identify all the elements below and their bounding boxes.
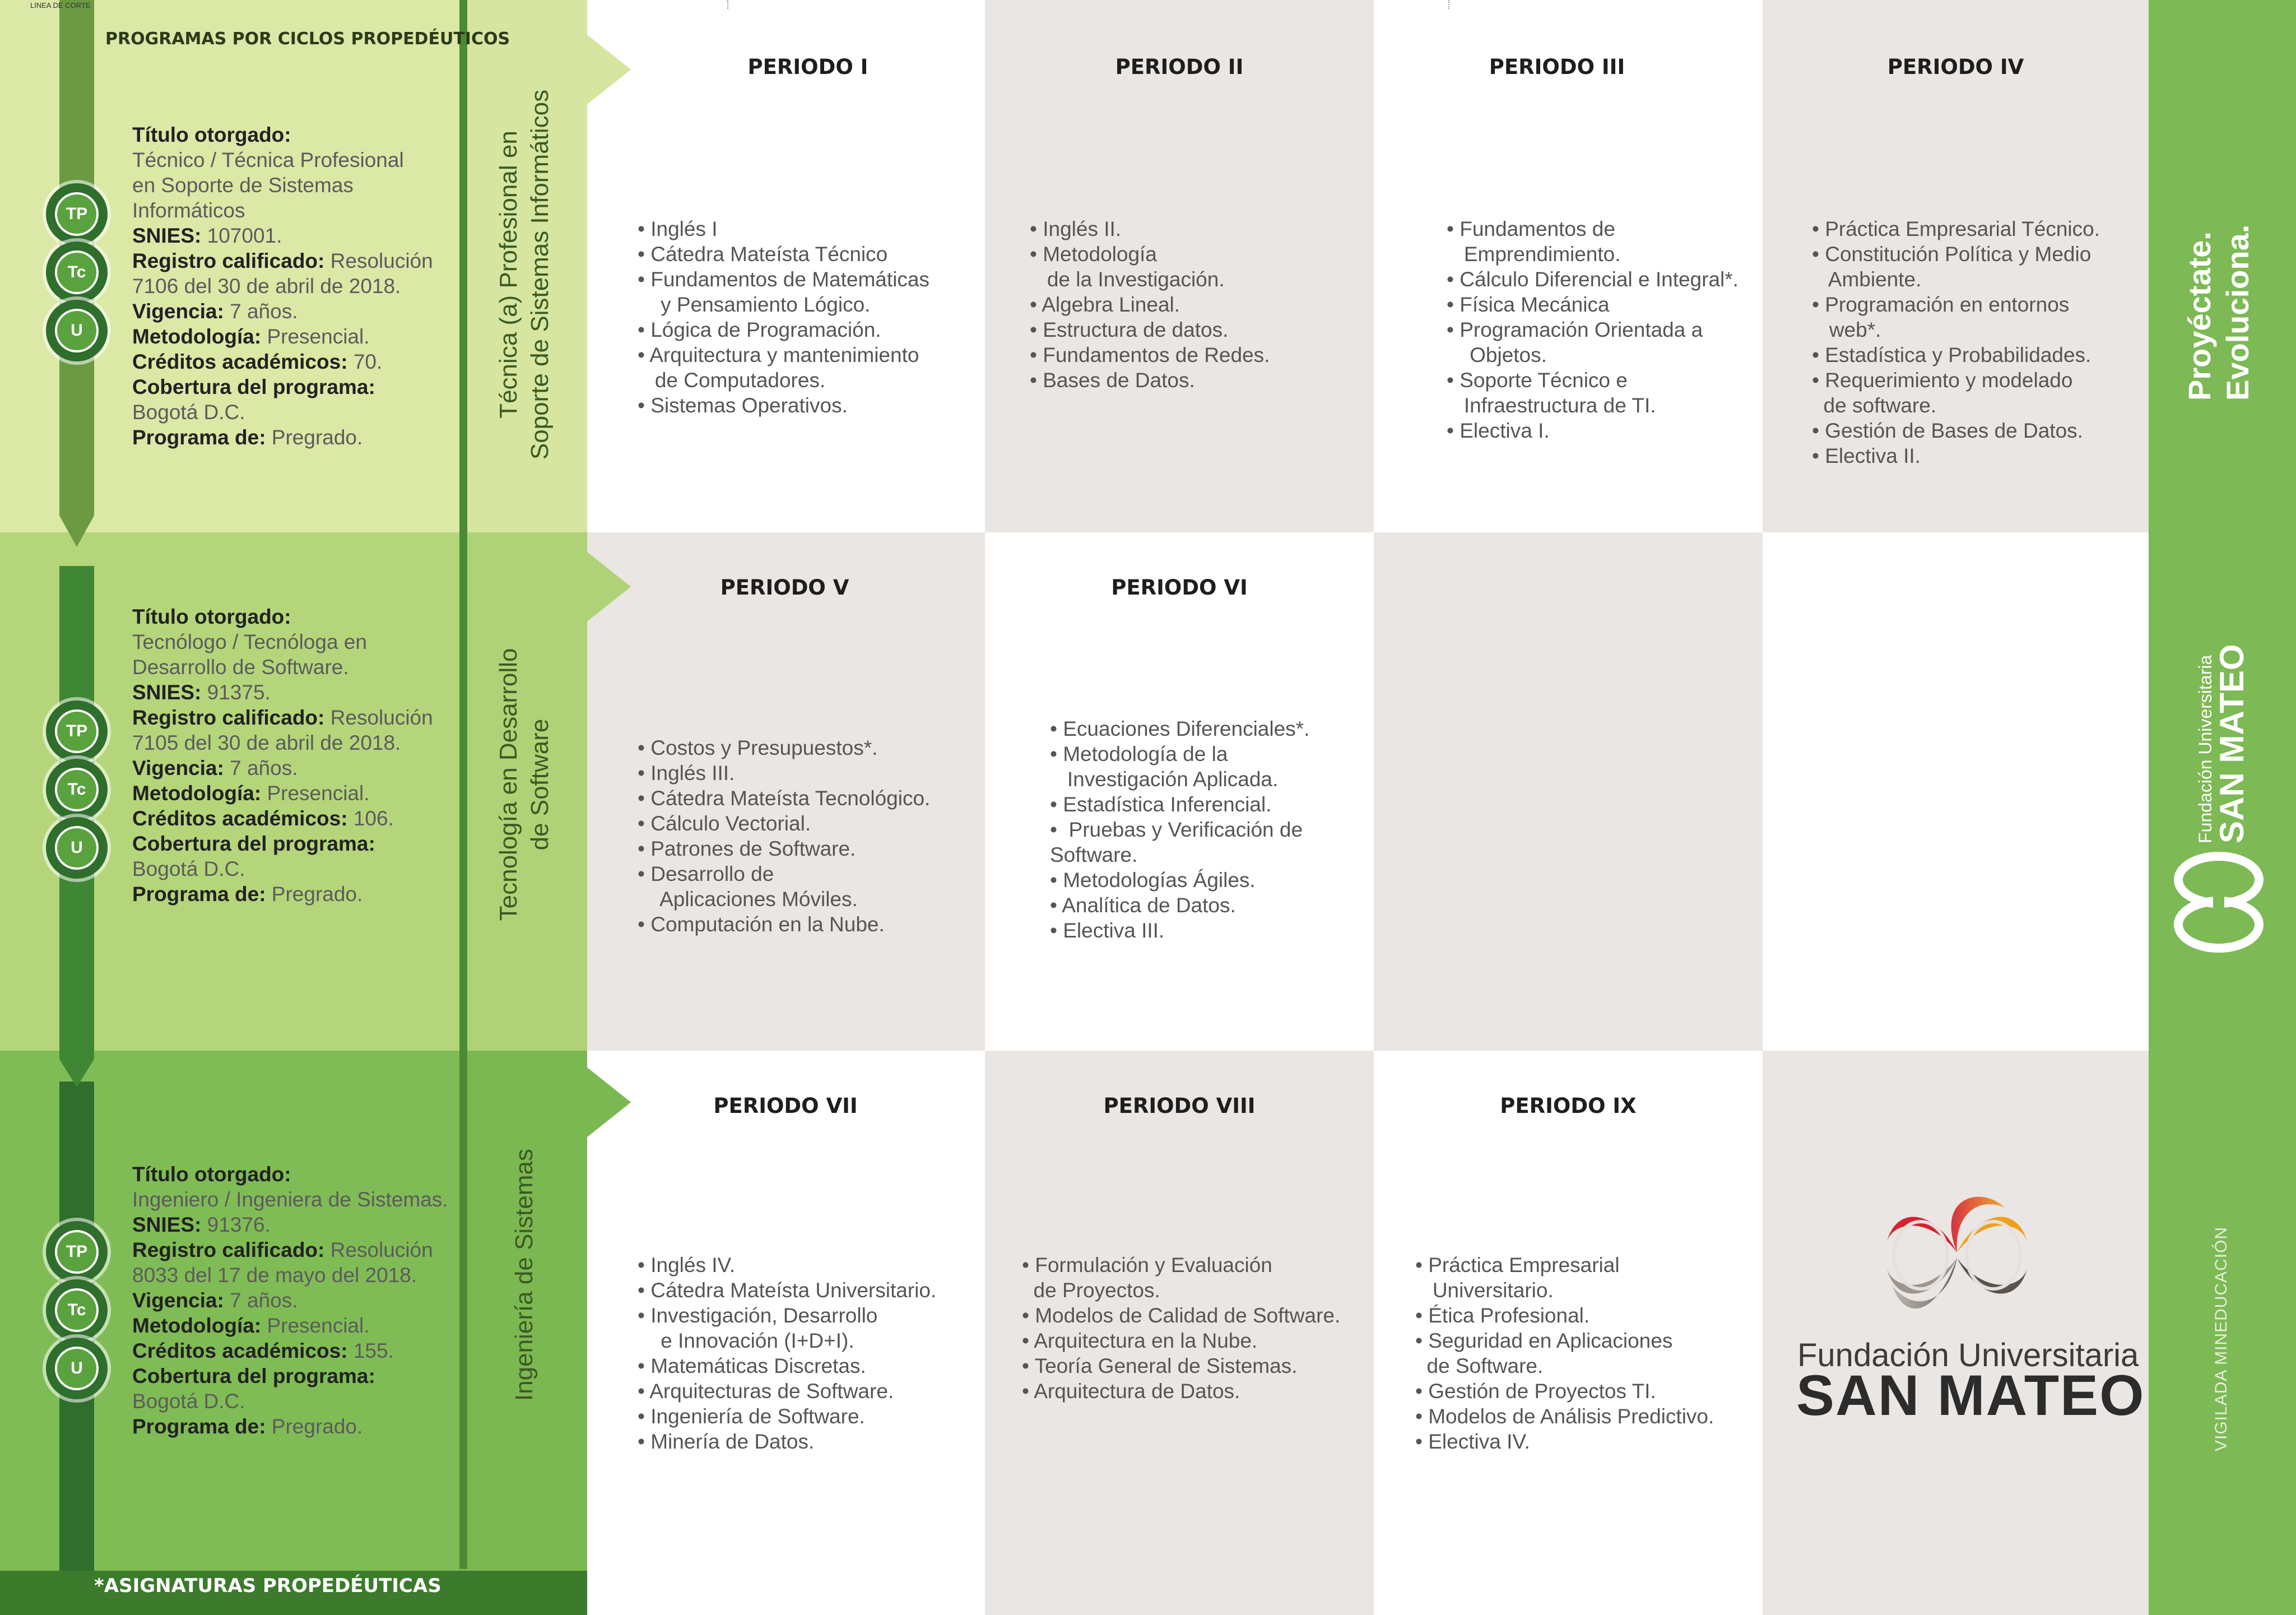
period-title: PERIODO III	[1489, 55, 1625, 79]
program-info-1: Título otorgado: Técnico / Técnica Profesional en Soporte de Sistemas Informáticos SNIES: 107001. Registro calificado: Resolución 7106 del 30 de abril de 2018. Vigencia: 7 años. Metodología: Presencial. Créditos académicos: 70. Cobertura del programa: Bogotá D.C. Programa de: Pregrado.	[132, 123, 433, 449]
brand-name-line-2: SAN MATEO	[1796, 1363, 2145, 1427]
period-title: PERIODO VII	[713, 1094, 858, 1118]
empty-cell-7	[1374, 532, 1763, 1051]
badge-tc-1: Tc	[46, 242, 108, 303]
period-title: PERIODO IX	[1500, 1094, 1637, 1118]
period-title: PERIODO VI	[1111, 576, 1248, 600]
period-subjects: • Costos y Presupuestos*. • Inglés III. • Cátedra Mateísta Tecnológico. • Cálculo Vectorial. • Patrones de Software. • Desarrollo de Aplicaciones Móviles. • Computación en la Nube.	[638, 736, 931, 936]
slogan: Proyéctate. Evoluciona.	[2182, 224, 2255, 401]
side-brand-line-2: SAN MATEO	[2213, 644, 2251, 843]
badge-tp-3: TP	[46, 1221, 108, 1283]
row-arrow-1	[587, 35, 631, 104]
brand-name-line-1: Fundación Universitaria	[1797, 1337, 2139, 1373]
period-title: PERIODO V	[720, 576, 849, 600]
badge-tc-3: Tc	[46, 1279, 108, 1341]
row-arrow-2-overlay	[587, 552, 631, 621]
side-logo-icon	[2173, 852, 2265, 953]
vigilada-text: VIGILADA MINEDUCACIÓN	[2212, 1226, 2230, 1451]
badge-u-3: U	[46, 1338, 108, 1399]
period-title: PERIODO II	[1115, 55, 1244, 79]
program-info-3: Título otorgado: Ingeniero / Ingeniera de Sistemas. SNIES: 91376. Registro calificado: Resolución 8033 del 17 de mayo del 2018. Vigencia: 7 años. Metodología: Presencial. Créditos académicos: 155. Cobertura del programa: Bogotá D.C. Programa de: Pregrado.	[132, 1163, 448, 1438]
timeline-arrow-1	[59, 516, 94, 547]
badge-tp-1: TP	[46, 183, 108, 245]
badge-tc-2: Tc	[46, 759, 108, 820]
period-cell-9	[1374, 1051, 1763, 1615]
timeline-arrow-2	[59, 1059, 94, 1087]
cut-line-mark: LINEA DE CORTE	[30, 1, 91, 10]
row-arrow-3-overlay	[587, 1068, 631, 1137]
period-subjects: • Inglés I • Cátedra Mateísta Técnico • Fundamentos de Matemáticas y Pensamiento Lógico. • Lógica de Programación. • Arquitectura y mantenimiento de Computadores. • Sistemas Operativos.	[638, 217, 929, 417]
period-cell-7	[631, 1051, 985, 1615]
period-subjects: • Práctica Empresarial Universitario. • Ética Profesional. • Seguridad en Aplicaciones de Software. • Gestión de Proyectos TI. • Modelos de Análisis Predictivo. • Electiva IV.	[1415, 1254, 1714, 1453]
period-cell-6	[985, 532, 1374, 1051]
cut-mark-2	[1448, 0, 1449, 9]
program-vertical-title-2: Tecnología en Desarrollo de Software	[495, 648, 554, 921]
period-title: PERIODO IV	[1887, 55, 2024, 79]
side-brand-line-1: Fundación Universitaria	[2195, 655, 2215, 843]
cut-mark-1	[727, 0, 728, 9]
brand-cell	[1763, 1051, 2149, 1615]
period-subjects: • Fundamentos de Emprendimiento. • Cálculo Diferencial e Integral*. • Física Mecánica • Programación Orientada a Objetos. • Soporte Técnico e Infraestructura de TI. • Electiva I.	[1447, 217, 1739, 442]
period-subjects: • Inglés II. • Metodología de la Investigación. • Algebra Lineal. • Estructura de datos. • Fundamentos de Redes. • Bases de Datos.	[1030, 217, 1270, 392]
period-cell-8	[985, 1051, 1374, 1615]
brand-logo-icon	[1881, 1191, 2033, 1325]
period-cell-4	[1763, 0, 2149, 532]
period-title: PERIODO VIII	[1103, 1094, 1256, 1118]
divider-stripe	[459, 0, 467, 1569]
period-cell-2	[985, 0, 1374, 532]
badge-u-2: U	[46, 817, 108, 879]
period-subjects: • Práctica Empresarial Técnico. • Constitución Política y Medio Ambiente. • Programación en entornos web*. • Estadística y Probabilidades. • Requerimiento y modelado de software. • Gestión de Bases de Datos. • Electiva II.	[1812, 217, 2100, 467]
badge-u-1: U	[46, 300, 108, 361]
footer-note: *ASIGNATURAS PROPEDÉUTICAS	[94, 1575, 441, 1597]
program-vertical-title-3: Ingeniería de Sistemas	[510, 1148, 538, 1401]
period-subjects: • Ecuaciones Diferenciales*. • Metodología de la Investigación Aplicada. • Estadística Inferencial. • Pruebas y Verificación de Software. • Metodologías Ágiles. • Analítica de Datos. • Electiva III.	[1050, 717, 1310, 942]
period-cell-1	[631, 0, 985, 532]
period-cell-3	[1374, 0, 1763, 532]
period-subjects: • Inglés IV. • Cátedra Mateísta Universitario. • Investigación, Desarrollo e Innovación (I+D+I). • Matemáticas Discretas. • Arquitecturas de Software. • Ingeniería de Software. • Minería de Datos.	[638, 1254, 937, 1453]
badge-tp-2: TP	[46, 700, 108, 762]
period-subjects: • Formulación y Evaluación de Proyectos. • Modelos de Calidad de Software. • Arquitectura en la Nube. • Teoría General de Sistemas. • Arquitectura de Datos.	[1022, 1254, 1341, 1403]
period-title: PERIODO I	[747, 55, 868, 79]
program-info-2: Título otorgado: Tecnólogo / Tecnóloga en Desarrollo de Software. SNIES: 91375. Registro calificado: Resolución 7105 del 30 de abril de 2018. Vigencia: 7 años. Metodología: Presencial. Créditos académicos: 106. Cobertura del programa: Bogotá D.C. Programa de: Pregrado.	[132, 605, 433, 906]
program-vertical-title-1: Técnica (a) Profesional en Soporte de Sistemas Informáticos	[495, 89, 554, 460]
empty-cell-8	[1763, 532, 2149, 1051]
header-title: PROGRAMAS POR CICLOS PROPEDÉUTICOS	[105, 29, 510, 49]
period-cell-5	[587, 532, 985, 1051]
